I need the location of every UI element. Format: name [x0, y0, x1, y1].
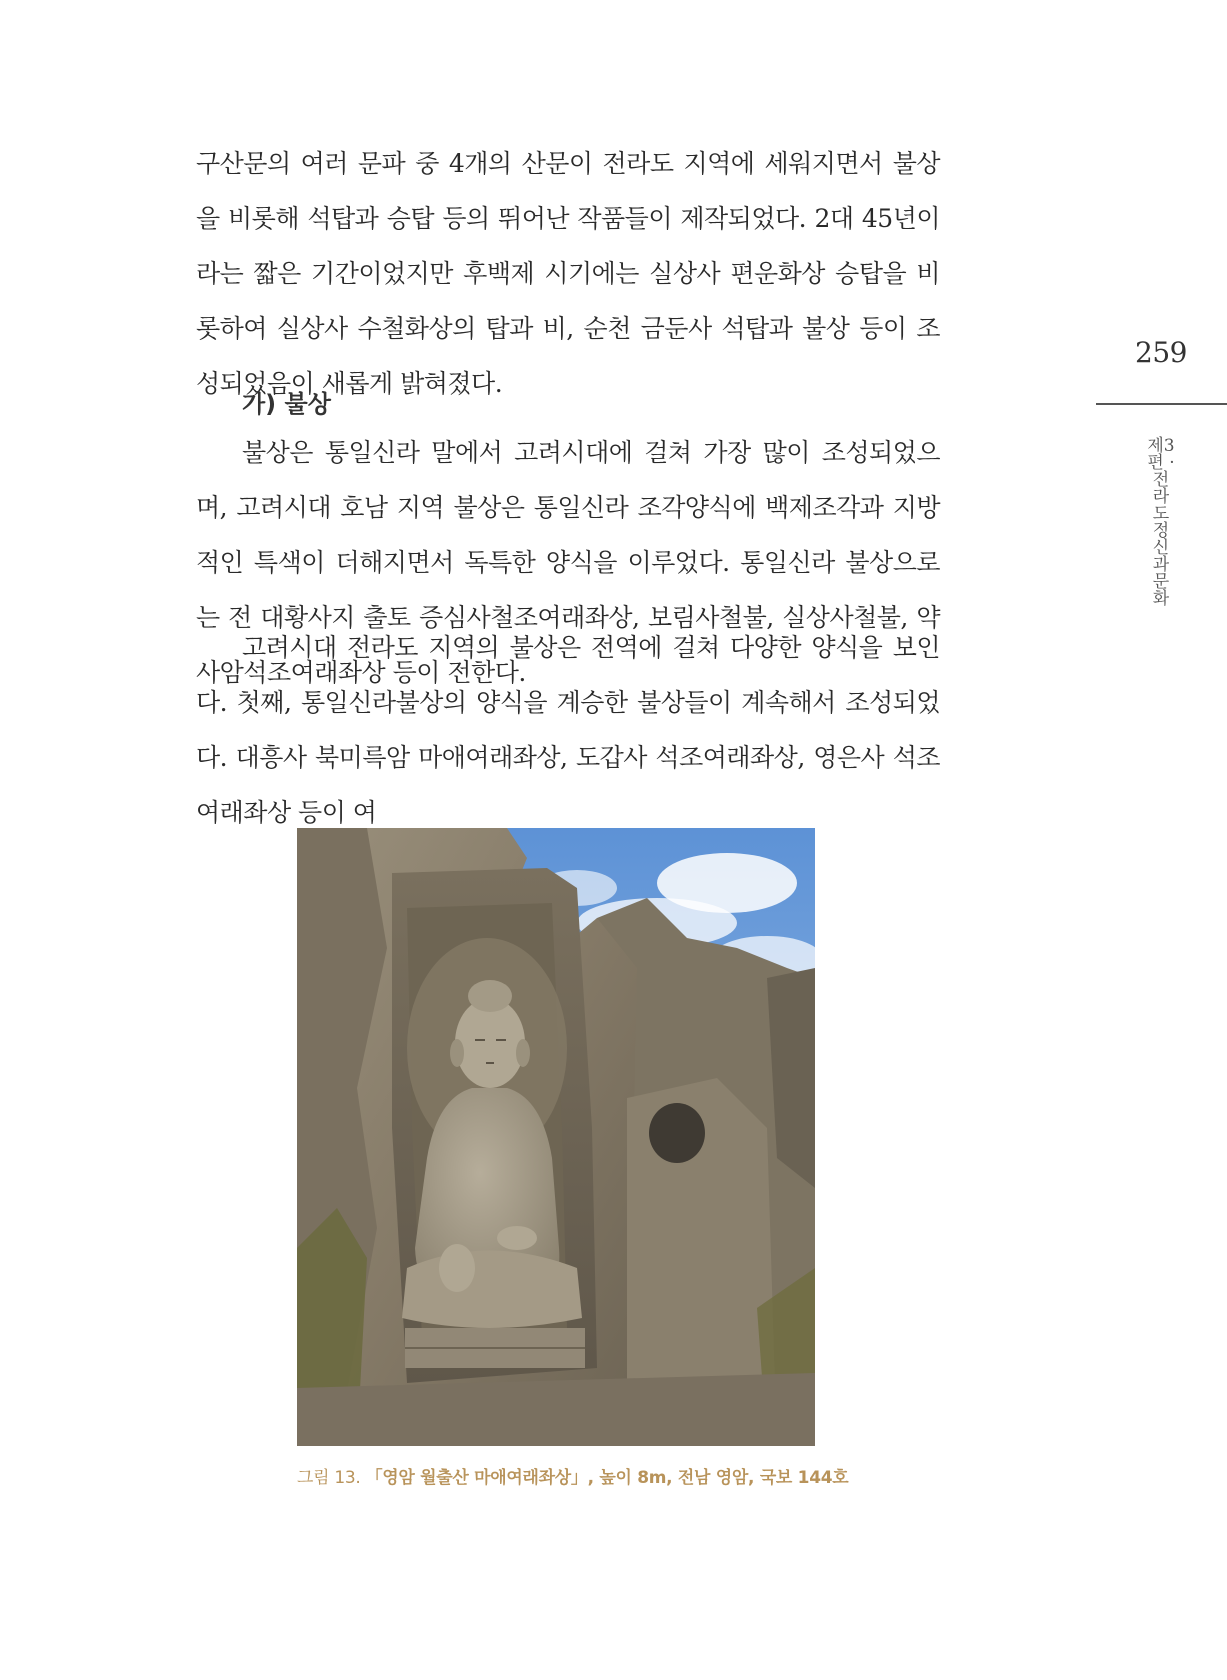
figure-caption	[297, 1463, 857, 1488]
figure-caption-text: 「영암 월출산 마애여래좌상」, 높이 8m, 전남 영암, 국보 144호	[365, 1468, 849, 1488]
body-paragraph-3: 고려시대 전라도 지역의 불상은 전역에 걸쳐 다양한 양식을 보인다. 첫째, 통일신라불상의 양식을 계승한 불상들이 계속해서 조성되었다. 대흥사 북미륵암 마애여래좌상, 도갑사 석조여래좌상, 영은사 석조여래좌상 등이 여	[196, 633, 940, 827]
buddha-relief-photo	[297, 828, 815, 1446]
figure-label: 그림 13.	[297, 1468, 361, 1488]
page-number: 259	[1135, 336, 1187, 369]
body-paragraph-2: 불상은 통일신라 말에서 고려시대에 걸쳐 가장 많이 조성되었으며, 고려시대 호남 지역 불상은 통일신라 조각양식에 백제조각과 지방적인 특색이 더해지면서 독특한 양식을 이루었다. 통일신라 불상으로는 전 대황사지 출토 증심사철조여래좌상, 보림사철불, 실상사철불, 약사암석조여래좌상 등이 전한다.	[196, 438, 940, 687]
margin-rule	[1096, 403, 1227, 405]
margin-section-title: 제3편 · 전라도 정신과 문화	[1147, 436, 1175, 609]
section-heading: 가) 불상	[242, 390, 331, 418]
body-paragraph-1: 구산문의 여러 문파 중 4개의 산문이 전라도 지역에 세워지면서 불상을 비롯해 석탑과 승탑 등의 뛰어난 작품들이 제작되었다. 2대 45년이라는 짧은 기간이었지만 후백제 시기에는 실상사 편운화상 승탑을 비롯하여 실상사 수철화상의 탑과 비, 순천 금둔사 석탑과 불상 등이 조성되었음이 새롭게 밝혀졌다.	[196, 149, 940, 398]
